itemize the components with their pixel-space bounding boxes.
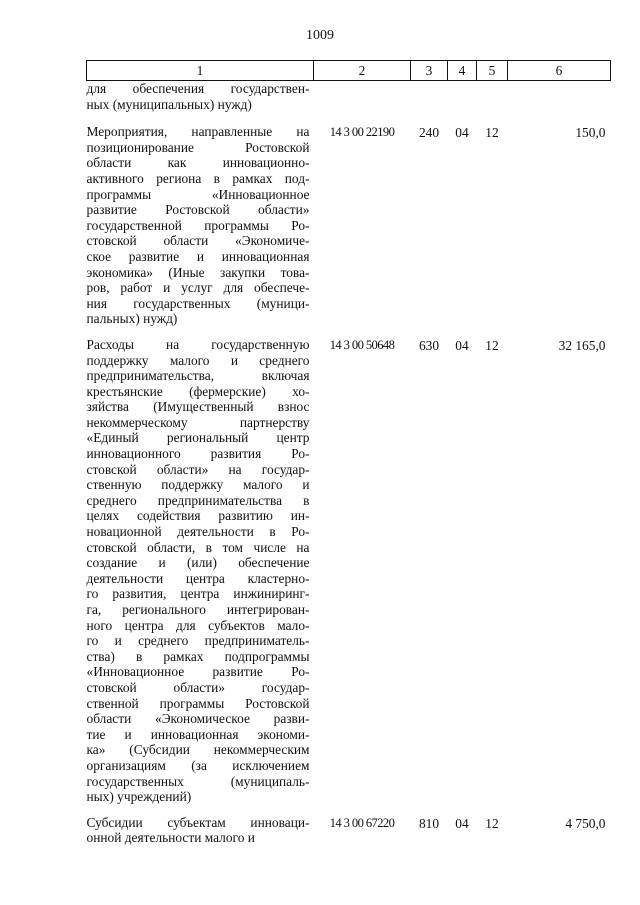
row-description <box>87 81 314 125</box>
description-line: программы «Инновационное <box>86 186 310 202</box>
column-header: 6 <box>508 61 611 81</box>
section <box>448 81 477 125</box>
description-line: экономика» (Иные закупки това- <box>86 264 310 280</box>
description-line: ка» (Субсидии некоммерческим <box>86 742 310 758</box>
description-line: среднего предпринимательства в <box>86 492 310 508</box>
description-line: области как инновационно- <box>86 155 310 171</box>
amount: 150,0 <box>575 125 606 141</box>
description-line: для обеспечения государствен- <box>86 81 310 96</box>
description-line: позиционирование Ростовской <box>86 139 310 155</box>
subsection: 12 <box>485 125 499 141</box>
description-line: области «Экономическое разви- <box>86 711 310 727</box>
subsection: 12 <box>485 337 499 353</box>
description-line: ственную поддержку малого и <box>86 477 310 493</box>
description-line: стовской области, в том числе на <box>86 539 310 555</box>
description-line: Субсидии субъектам инноваци- <box>86 814 310 830</box>
description-line: предпринимательства, включая <box>86 368 310 384</box>
description-line: ров, работ и услуг для обеспече- <box>86 280 310 296</box>
description-line: го развития, центра инжиниринг- <box>86 586 310 602</box>
subsection: 12 <box>485 815 499 831</box>
table-row <box>87 815 611 856</box>
column-header: 4 <box>448 61 477 81</box>
column-header: 2 <box>314 61 411 81</box>
row-description <box>87 337 314 815</box>
section: 04 <box>455 815 469 831</box>
description-line: целях содействия развитию ин- <box>86 508 310 524</box>
description-line: Расходы на государственную <box>86 336 310 352</box>
description-line: деятельности центра кластерно- <box>86 570 310 586</box>
section: 04 <box>455 337 469 353</box>
amount <box>508 81 611 125</box>
column-header: 3 <box>411 61 448 81</box>
description-line: ства) в рамках подпрограммы <box>86 648 310 664</box>
description-line: некоммерческому партнерству <box>86 414 310 430</box>
row-description <box>87 815 314 856</box>
amount: 4 750,0 <box>565 815 606 831</box>
description-line: поддержку малого и среднего <box>86 352 310 368</box>
description-line: создание и (или) обеспечение <box>86 555 310 571</box>
description-line: организациям (за исключением <box>86 757 310 773</box>
table-row <box>87 124 611 337</box>
description-line: крестьянские (фермерские) хо- <box>86 383 310 399</box>
table-row <box>87 337 611 815</box>
description-line: инновационного развития Ро- <box>86 446 310 462</box>
description-line: «Единый региональный центр <box>86 430 310 446</box>
budget-code: 14 3 00 50648 <box>329 337 395 352</box>
section: 04 <box>455 125 469 141</box>
description-line: активного региона в рамках под- <box>86 170 310 186</box>
description-line: стовской области» на государ- <box>86 461 310 477</box>
table-header-row <box>87 61 611 81</box>
description-line: стовской области» государ- <box>86 679 310 695</box>
description-line: тие и инновационная экономи- <box>86 726 310 742</box>
description-line: ных) учреждений) <box>86 789 192 805</box>
expense-type: 810 <box>418 815 440 831</box>
description-line: новационной деятельности в Ро- <box>86 524 310 540</box>
subsection <box>477 81 508 125</box>
description-line: го и среднего предприниматель- <box>86 633 310 649</box>
description-line: ское развитие и инновационная <box>86 248 310 264</box>
description-line: га, регионального интегрирован- <box>86 602 310 617</box>
column-header: 1 <box>87 61 314 81</box>
description-line: «Инновационное развитие Ро- <box>86 664 310 680</box>
row-description <box>87 124 314 337</box>
expense-type: 240 <box>418 125 440 141</box>
description-line: развитие Ростовской области» <box>86 202 310 218</box>
description-line: Мероприятия, направленные на <box>86 124 310 140</box>
description-line: государственных (муниципаль- <box>86 773 310 789</box>
table-row <box>87 81 611 125</box>
description-line: зяйства (Имущественный взнос <box>86 399 310 415</box>
description-line: стовской области «Экономиче- <box>86 233 310 249</box>
column-header: 5 <box>477 61 508 81</box>
budget-code: 14 3 00 22190 <box>329 125 395 140</box>
budget-code <box>314 81 411 125</box>
expense-type <box>411 81 448 125</box>
amount: 32 165,0 <box>558 337 606 353</box>
description-line: пальных) нужд) <box>86 311 178 327</box>
description-line: ния государственных (муници- <box>86 295 310 311</box>
expense-type: 630 <box>418 337 440 353</box>
description-line: государственной программы Ро- <box>86 217 310 233</box>
page-number: 1009 <box>306 28 334 43</box>
budget-table <box>86 60 611 856</box>
budget-code: 14 3 00 67220 <box>329 815 395 830</box>
description-line: ных (муниципальных) нужд) <box>86 96 252 112</box>
description-line: ственной программы Ростовской <box>86 695 310 711</box>
description-line: онной деятельности малого и <box>86 830 255 846</box>
description-line: ного центра для субъектов мало- <box>86 617 310 633</box>
